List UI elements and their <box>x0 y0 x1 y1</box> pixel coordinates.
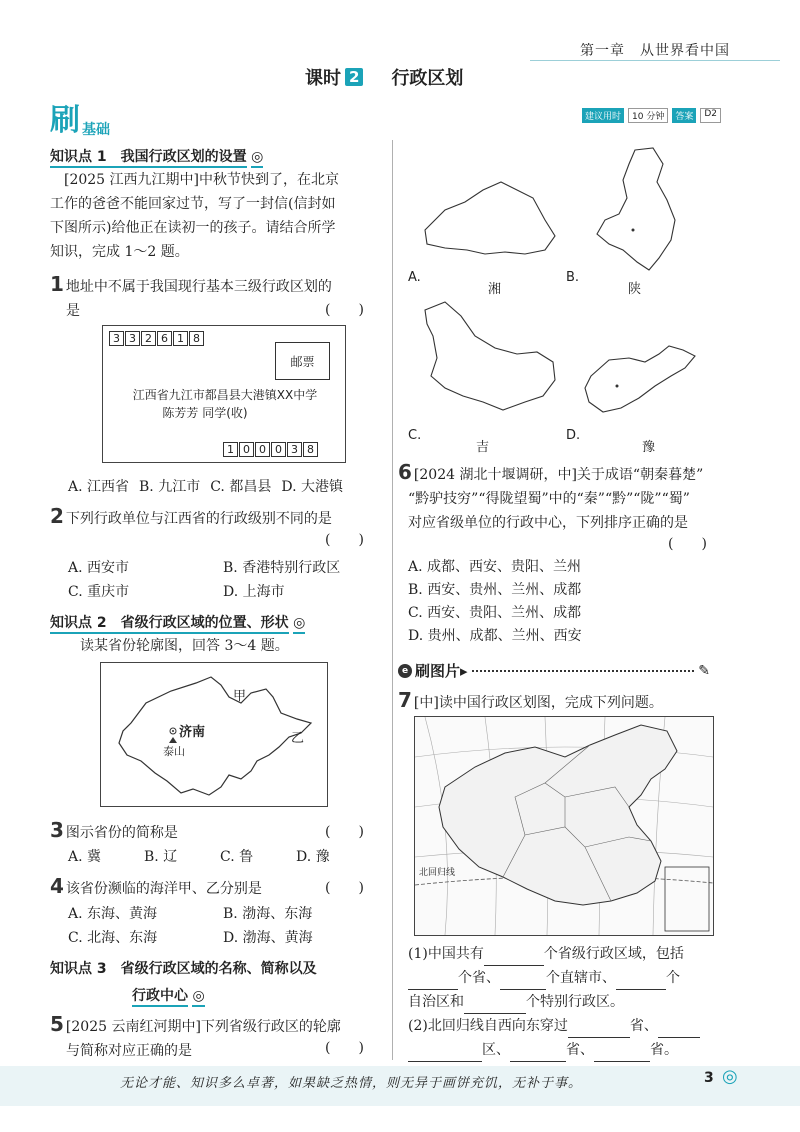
q3-paren: ( ) <box>325 824 364 840</box>
q6-line3: 对应省级单位的行政中心，下列排序正确的是 <box>408 515 688 531</box>
page-number: 3 <box>704 1070 714 1086</box>
q6-number: 6 <box>398 460 412 484</box>
time-label: 建议用时 <box>582 108 624 123</box>
zip-top: 3 3 2 6 1 8 <box>109 331 204 346</box>
section-picture: e 刷图片 ▸ ✎ <box>398 660 710 681</box>
q1-options <box>68 476 343 496</box>
kp3-title-2: 行政中心 <box>132 988 188 1007</box>
q5-paren: ( ) <box>325 1040 364 1056</box>
tropic-label: 北回归线 <box>419 868 456 878</box>
option-a[interactable]: A. 成都、西安、贵阳、兰州 <box>408 559 582 575</box>
map-b-outline <box>597 148 675 270</box>
q2-paren: ( ) <box>325 532 364 548</box>
intro-text <box>50 168 380 264</box>
map-b-letter: B. <box>566 270 580 285</box>
china-map-drawing <box>415 717 713 935</box>
map-d-name: 豫 <box>642 440 656 455</box>
answer-page: D2 <box>700 108 721 123</box>
kp1-title: 知识点 1 我国行政区划的设置 <box>50 149 247 168</box>
answer-blank[interactable] <box>658 1024 700 1038</box>
brand-small: 基础 <box>82 122 110 138</box>
option-b[interactable]: B. 辽 <box>144 849 178 865</box>
address-line: 江西省九江市都昌县大港镇XX中学 <box>132 388 318 402</box>
china-map <box>414 716 714 936</box>
option-c[interactable]: C. 重庆市 <box>68 584 130 600</box>
q2-stem <box>50 504 380 531</box>
map-c-outline <box>425 302 555 410</box>
answer-blank[interactable] <box>408 1048 482 1062</box>
city-label: 济南 <box>179 725 206 740</box>
brand-big: 刷 <box>50 103 80 138</box>
mountain-label: 泰山 <box>163 745 185 758</box>
option-a[interactable]: A. 江西省 <box>68 479 130 495</box>
time-value: 10 分钟 <box>628 108 668 123</box>
option-c[interactable]: C. 鲁 <box>220 849 254 865</box>
q7-number: 7 <box>398 688 412 712</box>
answer-blank[interactable] <box>568 1024 630 1038</box>
option-d[interactable]: D. 渤海、黄海 <box>223 930 313 946</box>
map-d-letter: D. <box>566 428 581 443</box>
q6-stem <box>398 460 728 535</box>
intro-line: 工作的爸爸不能回家过节，写了一封信(信封如 <box>50 196 336 212</box>
q5-maps <box>405 140 705 440</box>
q4-paren: ( ) <box>325 880 364 896</box>
q2-options <box>68 556 378 604</box>
answer-blank[interactable] <box>408 976 458 990</box>
option-a[interactable]: A. 西安市 <box>68 560 130 576</box>
lesson-title <box>305 64 463 90</box>
map-a-name: 湘 <box>488 282 502 297</box>
province-map <box>100 662 328 807</box>
map-c-letter: C. <box>408 428 422 443</box>
q3-options <box>68 846 330 866</box>
q1-paren: ( ) <box>325 302 364 318</box>
q6-line1: [2024 湖北十堰调研，中]关于成语“朝秦暮楚” <box>413 467 704 483</box>
envelope <box>102 325 346 463</box>
target-icon: ◎ <box>192 988 204 1007</box>
q1-line2: 是 <box>66 303 80 319</box>
kp2-heading <box>50 612 305 632</box>
q4-number: 4 <box>50 874 64 898</box>
answer-blank[interactable] <box>510 1048 566 1062</box>
target-icon: ◎ <box>251 149 263 168</box>
answer-blank[interactable] <box>464 1000 526 1014</box>
envelope-address <box>103 386 347 422</box>
section-picture-title: 刷图片 <box>415 662 461 680</box>
q5-line1: [2025 云南红河期中]下列省级行政区的轮廓 <box>65 1019 341 1035</box>
swirl-icon: ◎ <box>722 1066 738 1087</box>
answer-blank[interactable] <box>500 976 546 990</box>
option-d[interactable]: D. 贵州、成都、兰州、西安 <box>408 628 582 644</box>
map-d-outline <box>585 346 695 412</box>
dotted-rule <box>472 670 695 672</box>
kp3-title-1: 知识点 3 省级行政区域的名称、简称以及 <box>50 961 317 977</box>
q3-number: 3 <box>50 818 64 842</box>
target-icon: ◎ <box>293 615 305 634</box>
q1-line1: 地址中不属于我国现行基本三级行政区划的 <box>65 279 332 295</box>
kp2-title: 知识点 2 省级行政区域的位置、形状 <box>50 615 289 634</box>
intro-line: 下图所示)给他正在读初一的孩子。请结合所学 <box>50 220 336 236</box>
chapter-label: 第一章 从世界看中国 <box>580 43 730 59</box>
header-rule <box>530 60 780 61</box>
q4-options <box>68 902 378 950</box>
map-b-name: 陕 <box>628 282 642 297</box>
q6-options <box>408 556 582 648</box>
q5-line2: 与简称对应正确的是 <box>66 1043 192 1059</box>
kp1-heading <box>50 146 263 166</box>
footer-motto: 无论才能、知识多么卓著，如果缺乏热情，则无异于画饼充饥，无补于事。 <box>120 1076 583 1091</box>
option-a[interactable]: A. 东海、黄海 <box>68 906 158 922</box>
q6-line2: “黔驴技穷”“得陇望蜀”中的“秦”“黔”“陇”“蜀” <box>408 491 690 507</box>
option-c[interactable]: C. 都昌县 <box>210 479 272 495</box>
column-divider <box>392 140 393 1060</box>
answer-blank[interactable] <box>594 1048 650 1062</box>
option-c[interactable]: C. 北海、东海 <box>68 930 158 946</box>
stamp-box: 邮票 <box>275 342 330 380</box>
time-tags <box>582 108 721 123</box>
answer-blank[interactable] <box>484 952 544 966</box>
sea-label-1: 甲 <box>233 689 247 704</box>
q2-number: 2 <box>50 504 64 528</box>
intro-line: 知识，完成 1～2 题。 <box>50 244 189 260</box>
picture-section-icon: e <box>398 664 412 678</box>
q6-paren: ( ) <box>668 536 707 552</box>
answer-label: 答案 <box>672 108 696 123</box>
brand-logo <box>50 95 110 139</box>
recipient-line: 陈芳芳 同学(收) <box>162 406 248 420</box>
map-intro: 读某省份轮廓图，回答 3～4 题。 <box>80 638 289 654</box>
q4-text: 该省份濒临的海洋甲、乙分别是 <box>65 881 262 897</box>
zip-bottom: 1 0 0 0 3 8 <box>223 442 318 457</box>
reading-figure-icon: ✎ <box>698 662 710 679</box>
map-a-letter: A. <box>408 270 421 285</box>
lesson-number: 2 <box>345 68 363 86</box>
q7-stem <box>398 688 728 715</box>
q5-number: 5 <box>50 1012 64 1036</box>
option-b[interactable]: B. 渤海、东海 <box>223 906 313 922</box>
option-b[interactable]: B. 九江市 <box>139 479 201 495</box>
q7-sub1: (1)中国共有 个省级行政区域，包括 个省、 个直辖市、 个 自治区和 个特别行政区。 (2)北回归线自西向东穿过 省、 区、 省、 省。 <box>408 942 718 1062</box>
option-b[interactable]: B. 西安、贵州、兰州、成都 <box>408 582 582 598</box>
option-d[interactable]: D. 上海市 <box>223 584 285 600</box>
kp3-heading <box>50 958 317 1005</box>
map-c-name: 吉 <box>476 440 490 455</box>
q3-text: 图示省份的简称是 <box>65 825 178 841</box>
q7-text: [中]读中国行政区划图，完成下列问题。 <box>413 695 663 711</box>
intro-line: [2025 江西九江期中]中秋节快到了，在北京 <box>50 172 340 188</box>
option-c[interactable]: C. 西安、贵阳、兰州、成都 <box>408 605 582 621</box>
option-d[interactable]: D. 大港镇 <box>281 479 343 495</box>
q2-text: 下列行政单位与江西省的行政级别不同的是 <box>65 511 332 527</box>
option-d[interactable]: D. 豫 <box>296 849 330 865</box>
q1-number: 1 <box>50 272 64 296</box>
lesson-name: 行政区划 <box>391 68 464 89</box>
option-a[interactable]: A. 冀 <box>68 849 102 865</box>
answer-blank[interactable] <box>616 976 666 990</box>
lesson-prefix: 课时 <box>305 68 341 89</box>
map-a-outline <box>425 182 555 254</box>
option-b[interactable]: B. 香港特别行政区 <box>223 560 341 576</box>
sea-label-2: 乙 <box>291 731 305 746</box>
